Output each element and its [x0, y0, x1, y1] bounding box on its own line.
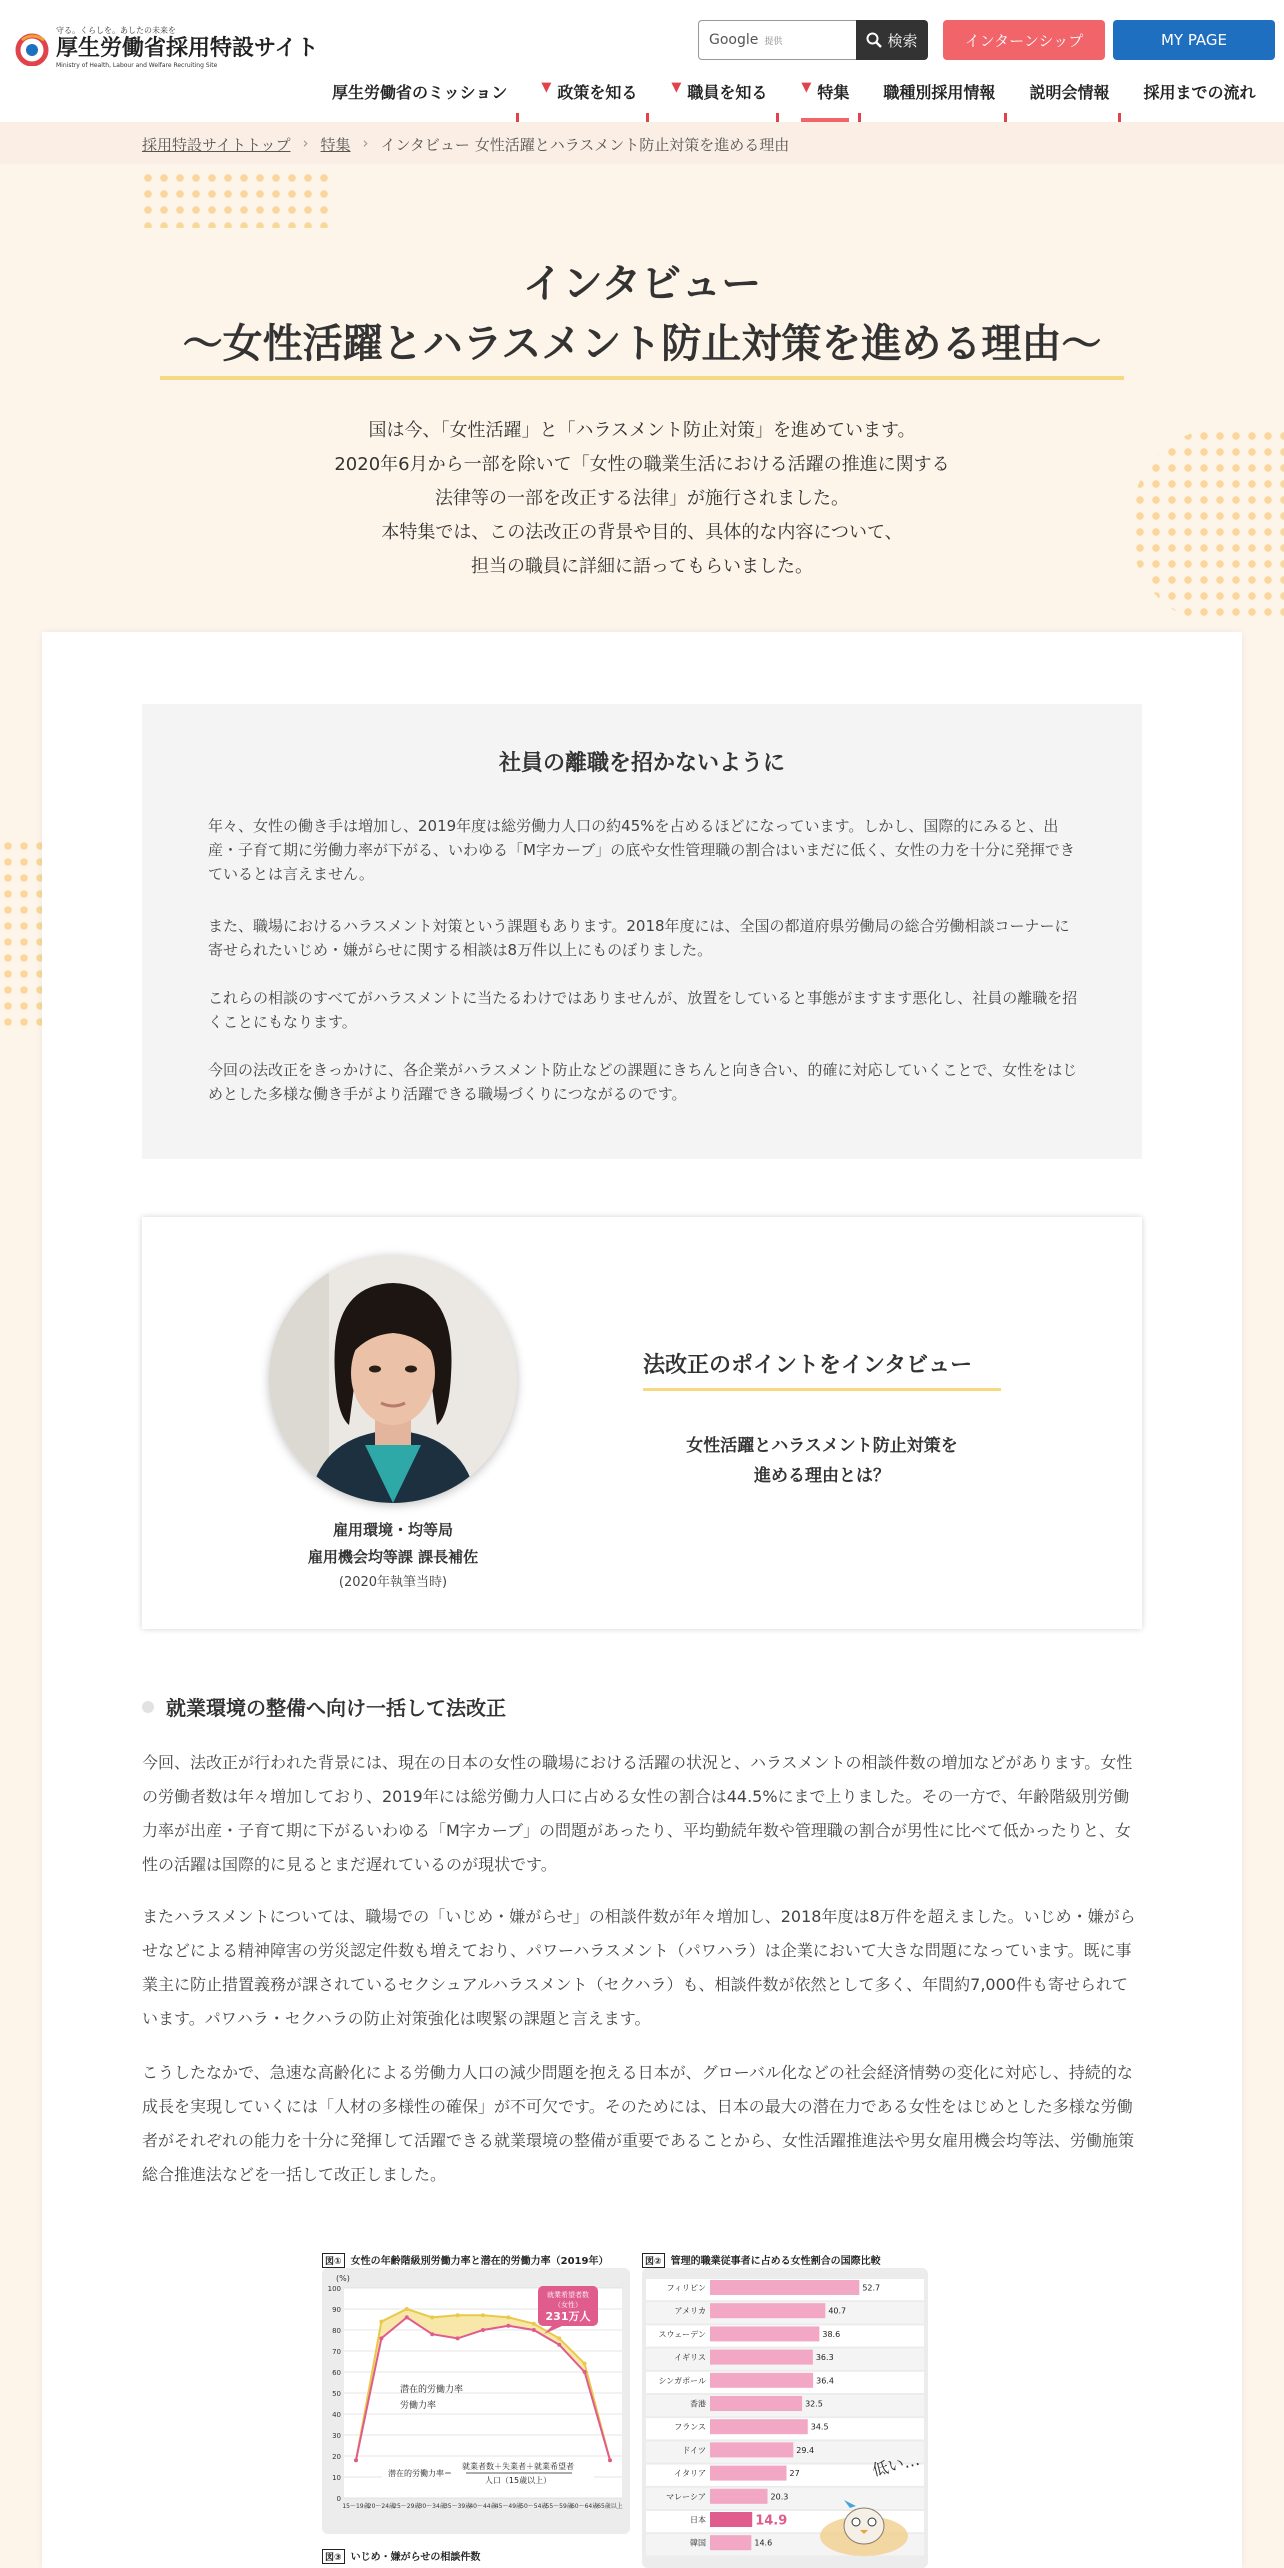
series-label-potential: 潜在的労働力率 [400, 2385, 464, 2395]
series-label-actual: 労働力率 [400, 2401, 437, 2411]
bar [710, 2373, 813, 2388]
figure2-annotation: 低い… [870, 2449, 922, 2480]
x-tick-label: 25〜29歳 [393, 2503, 421, 2510]
bar-category-label: 日本 [690, 2515, 706, 2525]
summary-paragraph: 今回の法改正をきっかけに、各企業がハラスメント防止などの課題にきちんと向き合い、的確に対応していくことで、女性をはじめとした多様な働き手がより活躍できる職場づくりにつながるのです。 [208, 1061, 1078, 1103]
figure3-number: 図③ [322, 2549, 345, 2564]
interview-question [643, 1431, 1001, 1491]
x-tick-label: 45〜49歳 [494, 2503, 523, 2510]
nav-label: 職種別採用情報 [883, 83, 996, 102]
interview-question-line: 進める理由とは？ [754, 1466, 890, 1486]
decor-dots [140, 170, 330, 228]
logo-tagline: 守る。くらしを。あしたの未来を [56, 26, 176, 35]
bar-value-label: 38.6 [822, 2329, 841, 2339]
bar-category-label: アメリカ [674, 2306, 706, 2316]
bar-value-label: 40.7 [828, 2306, 847, 2316]
bar-value-label: 36.4 [816, 2376, 834, 2386]
nav-divider [516, 113, 519, 122]
bar-chart [642, 2268, 928, 2568]
breadcrumb-current: インタビュー 女性活躍とハラスメント防止対策を進める理由 [380, 136, 790, 154]
y-axis-label: (%) [336, 2274, 350, 2283]
figure1-number: 図① [322, 2253, 345, 2268]
data-point [557, 2336, 561, 2340]
interviewee-note: (2020年執筆当時) [338, 1575, 448, 1590]
nav-divider [1118, 113, 1121, 122]
bar-value-label: 36.3 [815, 2353, 834, 2363]
data-point [481, 2313, 485, 2317]
figure2-title-text: 管理的職業従事者に占める女性割合の国際比較 [670, 2256, 881, 2267]
bar-category-label: 香港 [690, 2399, 706, 2409]
y-tick-label: 100 [327, 2285, 341, 2293]
nav-feature[interactable] [801, 74, 849, 122]
y-tick-label: 70 [332, 2348, 341, 2356]
nav-label: 政策を知る [557, 83, 638, 102]
bar-category-label: シンガポール [658, 2376, 706, 2386]
bar-value-label: 14.9 [755, 2513, 788, 2529]
summary-box [142, 704, 1142, 1159]
chevron-down-icon: ▼ [671, 80, 682, 95]
nav-divider [858, 113, 861, 122]
interviewee-photo [269, 1255, 517, 1503]
data-point [354, 2458, 358, 2462]
lead-text [0, 414, 1284, 584]
bar [710, 2303, 825, 2318]
x-tick-label: 55〜59歳 [545, 2503, 573, 2510]
x-tick-label: 50〜54歳 [520, 2503, 548, 2510]
nav-divider [1004, 113, 1007, 122]
nav-jobs[interactable] [883, 74, 995, 122]
x-tick-label: 60〜64歳 [570, 2503, 599, 2510]
lead-line: 2020年6月から一部を除いて「女性の職業生活における活躍の推進に関する [334, 454, 950, 475]
interview-question-line: 女性活躍とハラスメント防止対策を [686, 1436, 958, 1456]
body-paragraph: またハラスメントについては、職場での「いじめ・嫌がらせ」の相談件数が年々増加し、2018年度は8万件を超えました。いじめ・嫌がらせなどによる精神障害の労災認定件数も増えており、パワーハラスメント（パワハラ）は企業において大きな問題になっています。既に事業主に防止措置義務が課されているセクシュアルハラスメント（セクハラ）も、相談件数が依然として多く、年間約7,000件も寄せられています。パワハラ・セクハラの防止対策強化は喫緊の課題と言えます。 [142, 1907, 1136, 2028]
x-tick-label: 30〜34歳 [418, 2503, 446, 2510]
page-title-line2: 〜女性活躍とハラスメント防止対策を進める理由〜 [182, 321, 1102, 367]
body-paragraph: 今回、法改正が行われた背景には、現在の日本の女性の職場における活躍の状況と、ハラスメントの相談件数の増加などがあります。女性の労働者数は年々増加しており、2019年には総労働力人口に占める女性の割合は44.5%にまで上りました。その一方で、年齢階級別労働力率が出産・子育て期に下がるいわゆる「M字カーブ」の問題があったり、平均勤続年数や管理職の割合が男性に比べて低かったりと、女性の活躍は国際的に見るとまだ遅れているのが現状です。 [142, 1753, 1133, 1874]
logo-subtitle: Ministry of Health, Labour and Welfare Recruiting Site [56, 62, 218, 69]
figure2-number: 図② [642, 2253, 665, 2268]
callout-line2: （女性） [554, 2301, 582, 2309]
y-tick-label: 10 [332, 2474, 341, 2482]
nav-flow[interactable] [1143, 74, 1255, 122]
site-logo[interactable] [14, 26, 318, 70]
lead-line: 担当の職員に詳細に語ってもらいました。 [471, 556, 813, 577]
formula-lhs: 潜在的労働力率＝ [388, 2469, 452, 2478]
formula-denominator: 人口（15歳以上） [484, 2476, 552, 2485]
data-point [405, 2307, 409, 2311]
bar-value-label: 34.5 [810, 2422, 829, 2432]
figure2-chart [642, 2268, 928, 2568]
figure1-title-text: 女性の年齢階級別労働力率と潜在的労働力率（2019年） [350, 2256, 609, 2267]
logo-title: 厚生労働省採用特設サイト [56, 36, 319, 61]
y-tick-label: 30 [332, 2432, 341, 2440]
title-underline [160, 376, 1124, 380]
x-tick-label: 65歳以上 [597, 2503, 623, 2510]
search-button[interactable] [856, 20, 928, 60]
bar-value-label: 52.7 [862, 2283, 881, 2293]
y-tick-label: 20 [332, 2453, 341, 2461]
bar [710, 2326, 819, 2341]
x-tick-label: 35〜39歳 [443, 2503, 472, 2510]
data-point [405, 2315, 409, 2319]
formula-numerator: 就業者数＋失業者＋就業希望者 [462, 2462, 574, 2471]
bar [710, 2350, 813, 2365]
y-tick-label: 80 [332, 2327, 341, 2335]
nav-mission[interactable] [332, 74, 507, 122]
lead-line: 国は今、「女性活躍」と「ハラスメント防止対策」を進めています。 [368, 420, 916, 441]
data-point [608, 2458, 612, 2462]
data-point [456, 2313, 460, 2317]
bar-category-label: フランス [674, 2422, 706, 2432]
chevron-down-icon: ▼ [541, 80, 552, 95]
data-point [379, 2336, 383, 2340]
bar [710, 2466, 787, 2481]
data-point [506, 2324, 510, 2328]
breadcrumb-section[interactable]: 特集 [320, 136, 351, 154]
interviewee-title: 雇用機会均等課 課長補佐 [307, 1548, 479, 1566]
summary-paragraph: これらの相談のすべてがハラスメントに当たるわけではありませんが、放置をしていると事態がますます悪化し、社員の離職を招くことにもなります。 [208, 989, 1078, 1031]
bar [710, 2489, 768, 2504]
nav-label: 厚生労働省のミッション [332, 83, 508, 102]
interviewee-dept: 雇用環境・均等局 [332, 1521, 453, 1539]
bar-category-label: イギリス [674, 2353, 706, 2363]
interview-heading-underline [643, 1388, 1001, 1391]
page-title-line1: インタビュー [522, 261, 762, 307]
bar-category-label: 韓国 [690, 2538, 706, 2548]
y-tick-label: 40 [332, 2411, 341, 2419]
bar-value-label: 27 [789, 2469, 800, 2479]
figure2-title [642, 2252, 881, 2268]
nav-seminar[interactable] [1029, 74, 1109, 122]
search-provider: Google [709, 32, 759, 48]
nav-label: 職員を知る [687, 83, 768, 102]
data-point [430, 2315, 434, 2319]
bar [710, 2442, 793, 2457]
bar [710, 2280, 859, 2295]
data-point [532, 2328, 536, 2332]
lead-line: 法律等の一部を改正する法律」が施行されました。 [435, 488, 849, 509]
y-tick-label: 90 [332, 2306, 341, 2314]
bar-category-label: ドイツ [682, 2445, 706, 2455]
y-tick-label: 50 [332, 2390, 341, 2398]
body-paragraph: こうしたなかで、急速な高齢化による労働力人口の減少問題を抱える日本が、グローバル化などの社会経済情勢の変化に対応し、持続的な成長を実現していくには「人材の多様性の確保」が不可欠です。そのためには、日本の最大の潜在力である女性をはじめとした多様な労働者がそれぞれの能力を十分に発揮して活躍できる就業環境の整備が重要であることから、女性活躍推進法や男女雇用機会均等法、労働施策総合推進法などを一括して改正しました。 [142, 2063, 1135, 2184]
data-point [379, 2320, 383, 2324]
breadcrumb [142, 134, 789, 155]
x-tick-label: 15〜19歳 [342, 2503, 370, 2510]
section-heading-text: 就業環境の整備へ向け一括して法改正 [166, 1696, 506, 1720]
figure3-title-text: いじめ・嫌がらせの相談件数 [350, 2552, 481, 2563]
internship-button[interactable]: インターンシップ [943, 20, 1105, 60]
breadcrumb-chevron-icon: › [302, 134, 309, 152]
data-point [481, 2328, 485, 2332]
bar [710, 2396, 802, 2411]
summary-paragraph: 年々、女性の働き手は増加し、2019年度は総労働力人口の約45%を占めるほどになっています。しかし、国際的にみると、出産・子育て期に労働力率が下がる、いわゆる「M字カーブ」の底や女性管理職の割合はいまだに低く、女性の力を十分に発揮できているとは言えません。 [208, 817, 1075, 883]
y-tick-label: 60 [332, 2369, 341, 2377]
bar-category-label: マレーシア [666, 2492, 706, 2502]
data-point [532, 2322, 536, 2326]
callout-value: 231万人 [545, 2310, 591, 2323]
heading-bullet-icon [142, 1701, 154, 1713]
data-point [430, 2332, 434, 2336]
breadcrumb-home[interactable]: 採用特設サイトトップ [142, 136, 291, 154]
search-button-label: 検索 [887, 31, 918, 50]
global-nav [332, 74, 1255, 122]
page-title [0, 254, 1284, 374]
breadcrumb-chevron-icon: › [362, 134, 369, 152]
data-point [583, 2370, 587, 2374]
decor-dots [0, 838, 42, 1028]
site-search [698, 20, 928, 60]
figure1-chart [322, 2268, 630, 2534]
bar-value-label: 32.5 [805, 2399, 823, 2409]
mypage-button[interactable]: MY PAGE [1113, 20, 1275, 60]
chevron-down-icon: ▼ [801, 80, 812, 95]
search-input[interactable] [698, 20, 856, 60]
bar-value-label: 29.4 [796, 2445, 815, 2455]
line-chart [322, 2268, 630, 2534]
data-point [506, 2315, 510, 2319]
nav-divider [646, 113, 649, 122]
mhlw-logo-icon [14, 30, 50, 66]
bar-category-label: イタリア [674, 2469, 706, 2479]
bar-value-label: 14.6 [754, 2538, 773, 2548]
interviewee-affiliation [252, 1517, 534, 1571]
lead-line: 本特集では、この法改正の背景や目的、具体的な内容について、 [381, 522, 903, 543]
data-point [583, 2362, 587, 2366]
nav-label: 説明会情報 [1029, 83, 1110, 102]
x-tick-label: 40〜44歳 [469, 2503, 497, 2510]
y-tick-label: 0 [336, 2495, 341, 2503]
data-point [456, 2336, 460, 2340]
interview-heading: 法改正のポイントをインタビュー [643, 1353, 973, 1378]
bar-category-label: フィリピン [666, 2283, 706, 2293]
bar-value-label: 20.3 [770, 2492, 789, 2502]
nav-staff[interactable] [671, 74, 767, 122]
search-provider-note: 提供 [764, 36, 783, 47]
bar [710, 2419, 808, 2434]
nav-policy[interactable] [541, 74, 637, 122]
data-point [557, 2343, 561, 2347]
nav-label: 特集 [817, 83, 850, 102]
site-header [0, 0, 1284, 122]
summary-heading: 社員の離職を招かないように [498, 751, 785, 776]
bar-category-label: スウェーデン [658, 2329, 706, 2339]
figure3-title [322, 2548, 480, 2564]
x-tick-label: 20〜24歳 [367, 2503, 396, 2510]
nav-label: 採用までの流れ [1143, 83, 1256, 102]
bar [710, 2535, 751, 2550]
search-icon [866, 32, 882, 48]
bar [710, 2512, 752, 2527]
figure1-title [322, 2252, 608, 2268]
callout-line1: 就業希望者数 [547, 2291, 589, 2299]
summary-paragraph: また、職場におけるハラスメント対策という課題もあります。2018年度には、全国の都道府県労働局の総合労働相談コーナーに寄せられたいじめ・嫌がらせに関する相談は8万件以上にものぼりました。 [208, 917, 1070, 959]
nav-divider [776, 113, 779, 122]
section-heading [142, 1692, 506, 1721]
